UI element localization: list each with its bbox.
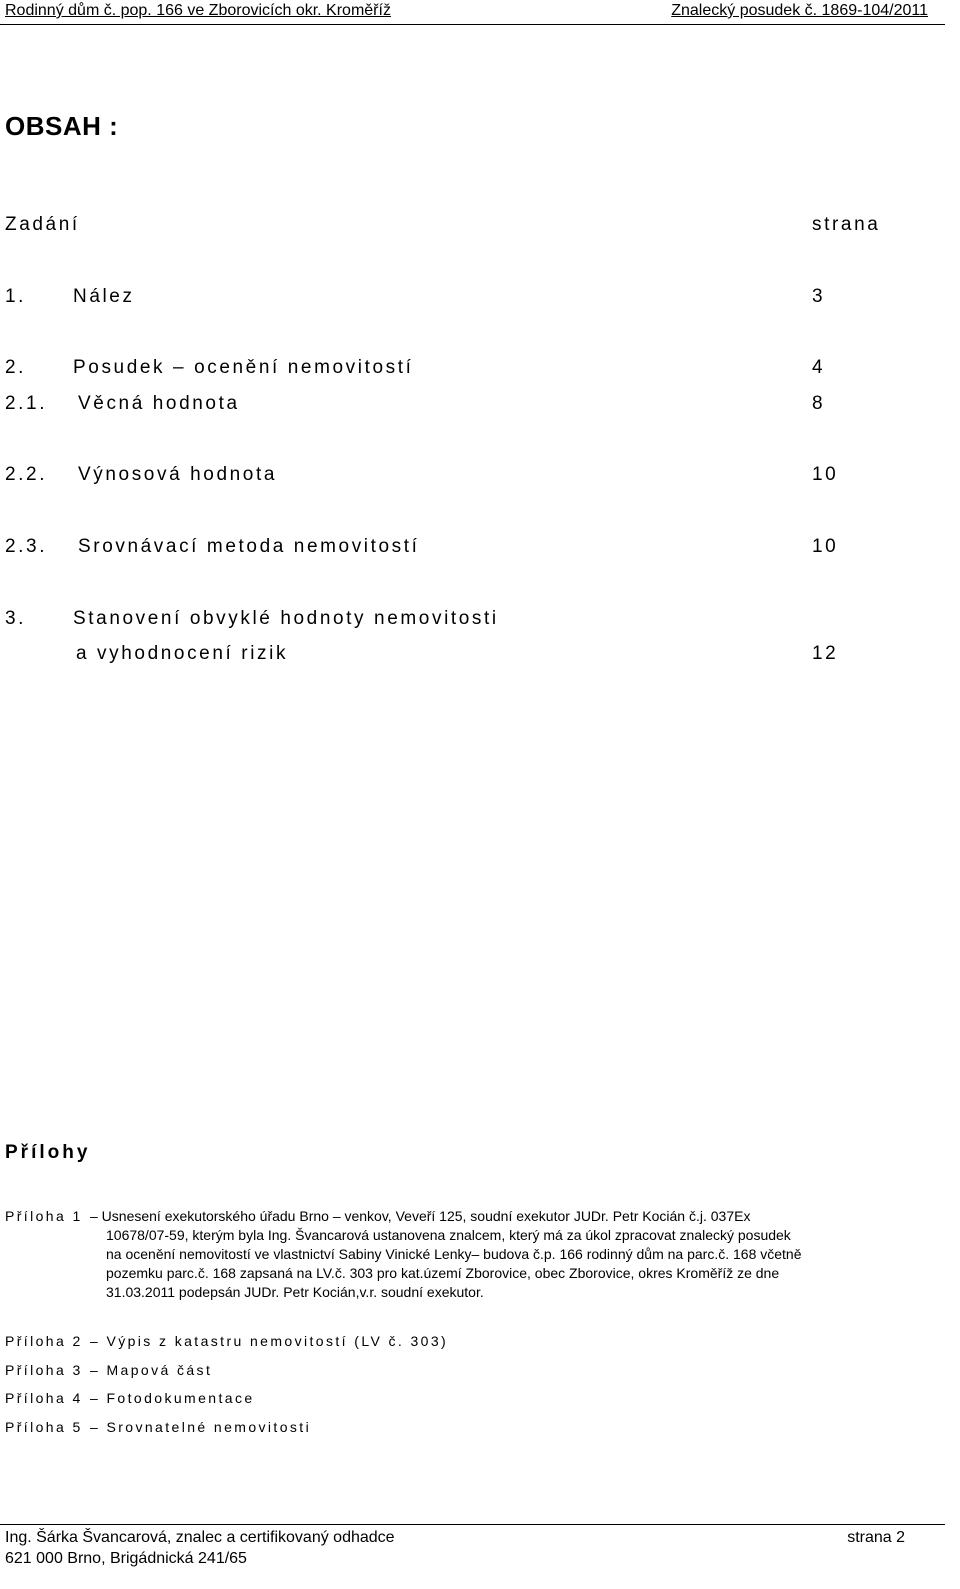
toc-item-title: Srovnávací metoda nemovitostí: [78, 536, 420, 557]
toc-item-title: Posudek – ocenění nemovitostí: [73, 357, 414, 378]
attachment-label: Příloha 4: [5, 1390, 83, 1406]
footer-rule: [0, 1524, 945, 1525]
toc-item-page: 8: [812, 393, 826, 414]
attachment-line: 31.03.2011 podepsán JUDr. Petr Kocián,v.r. soudní exekutor.: [106, 1284, 484, 1300]
attachment-label: Příloha 5: [5, 1419, 83, 1435]
attachment-line: na ocenění nemovitostí ve vlastnictví Sabiny Vinické Lenky– budova č.p. 166 rodinný dům na parc.č. 168 včetně: [106, 1246, 802, 1262]
attachments-title: Přílohy: [5, 1142, 91, 1163]
attachment-label: Příloha 3: [5, 1362, 83, 1378]
attachment-line: pozemku parc.č. 168 zapsaná na LV.č. 303 pro kat.území Zborovice, obec Zborovice, okres Kroměříž ze dne: [106, 1265, 780, 1281]
toc-item-title: Výnosová hodnota: [78, 464, 277, 485]
attachment-text: – Fotodokumentace: [90, 1390, 255, 1406]
toc-item-page: 3: [812, 286, 826, 307]
contents-title: OBSAH :: [5, 111, 119, 141]
toc-item-page: 10: [812, 536, 839, 557]
attachment-text: – Výpis z katastru nemovitostí (LV č. 303): [90, 1333, 449, 1349]
toc-item-num: 2.2.: [5, 464, 48, 485]
toc-item-title: Stanovení obvyklé hodnoty nemovitosti: [73, 608, 499, 629]
toc-item-page: 10: [812, 464, 839, 485]
header-left: Rodinný dům č. pop. 166 ve Zborovicích okr. Kroměříž: [5, 2, 391, 19]
toc-item-title: Věcná hodnota: [78, 393, 240, 414]
footer-page-number: strana 2: [847, 1529, 905, 1546]
toc-item-page: 4: [812, 357, 826, 378]
footer-author: Ing. Šárka Švancarová, znalec a certifikovaný odhadce: [5, 1529, 395, 1546]
toc-item-num: 2.3.: [5, 536, 48, 557]
toc-item-title: Nález: [73, 286, 135, 307]
attachment-label: Příloha 2: [5, 1333, 83, 1349]
attachment-text: – Srovnatelné nemovitosti: [90, 1419, 312, 1435]
toc-page-heading: strana: [812, 214, 881, 235]
attachment-text: – Mapová část: [90, 1362, 213, 1378]
attachment-line: 10678/07-59, kterým byla Ing. Švancarová ustanovena znalcem, který má za úkol zpracovat znalecký posudek: [106, 1227, 791, 1243]
header-rule: [0, 24, 945, 25]
footer-address: 621 000 Brno, Brigádnická 241/65: [5, 1550, 247, 1567]
toc-item-num: 3.: [5, 608, 27, 629]
toc-item-num: 2.: [5, 357, 27, 378]
toc-intro: Zadání: [5, 214, 80, 235]
header-right: Znalecký posudek č. 1869-104/2011: [671, 2, 928, 19]
toc-item-page: 12: [812, 643, 839, 664]
toc-item-num: 1.: [5, 286, 27, 307]
toc-item-num: 2.1.: [5, 393, 48, 414]
toc-item-title: a vyhodnocení rizik: [76, 643, 289, 664]
attachment-line: – Usnesení exekutorského úřadu Brno – venkov, Veveří 125, soudní exekutor JUDr. Petr Kocián č.j. 037Ex: [90, 1208, 751, 1224]
attachment-label: Příloha 1: [5, 1208, 83, 1224]
